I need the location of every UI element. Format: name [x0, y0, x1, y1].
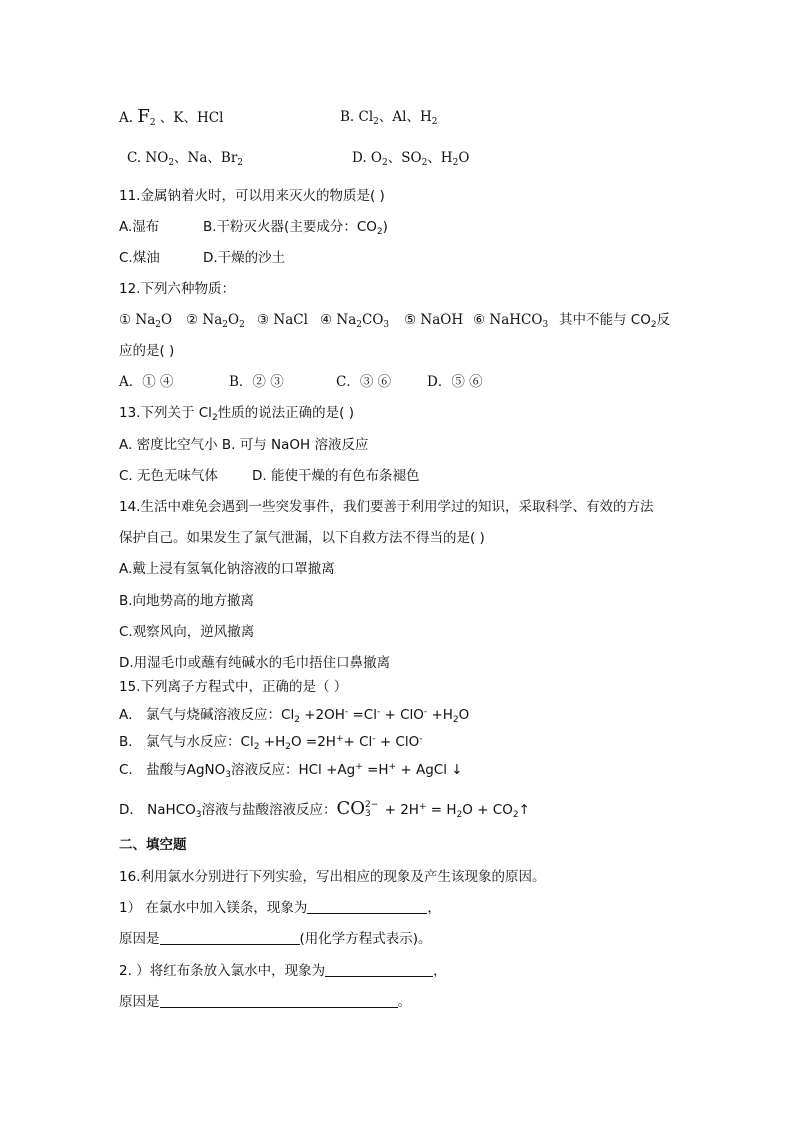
- q11-b-pre: B.干粉灭火器(主要成分：CO: [203, 219, 377, 235]
- q12-s6-sub: 3: [542, 320, 549, 330]
- q16-p2-reason-post: 。: [397, 994, 411, 1010]
- q11-option-a: A.湿布: [119, 219, 160, 235]
- q15-c-pre: C． 盐酸与AgNO: [119, 762, 226, 778]
- q15-option-b: [119, 733, 422, 751]
- q13-options-cd: [119, 467, 420, 485]
- q16-p1-reason-post: (用化学方程式表示)。: [299, 931, 432, 947]
- q10-c-mid: 、Na、Br: [174, 150, 238, 166]
- q12-s6: [473, 311, 548, 329]
- q15-a-sub2: 2: [452, 715, 459, 725]
- q14-option-c: C.观察风向，逆风撤离: [119, 624, 255, 640]
- q14-stem-line1: 14.生活中难免会遇到一些突发事件，我们要善于利用学过的知识，采取科学、有效的方法: [119, 499, 654, 515]
- q16-p1-pre: 1） 在氯水中加入镁条，现象为: [119, 900, 308, 916]
- q15-c-m2: =H: [362, 762, 389, 778]
- q15-b-m1: +H: [259, 734, 286, 750]
- q10-a-f: F: [137, 106, 150, 127]
- q15-d-sub: 3: [195, 810, 202, 820]
- q12-tail-sub: 2: [650, 320, 657, 330]
- q16-p2-post: ，: [433, 963, 447, 979]
- q12-tail-pre: 其中不能与 CO: [559, 312, 651, 328]
- q16-p2-pre: 2. ）将红布条放入氯水中，现象为: [119, 963, 326, 979]
- q15-d-co-sub: 3: [365, 809, 371, 819]
- q13-stem-pre: 13.下列关于 Cl: [119, 405, 212, 421]
- q15-d-m3: = H: [426, 802, 457, 818]
- q13-option-d: D. 能使干燥的有色布条褪色: [252, 468, 420, 484]
- q15-c-sub: 3: [225, 770, 231, 780]
- q12-s4-text: ④ Na: [320, 312, 357, 328]
- q12-s4: [320, 311, 389, 329]
- q15-a-sup3: -: [423, 707, 428, 717]
- q12-s2-mid: O: [228, 312, 240, 328]
- q16-p2-reason-pre: 原因是: [119, 994, 160, 1010]
- q10-c-label: C. NO: [127, 150, 169, 166]
- q12-s1: [119, 312, 172, 328]
- q15-a-sup2: -: [376, 707, 381, 717]
- q15-d-pre: D． NaHCO: [119, 802, 196, 818]
- q10-d-o: O: [458, 150, 470, 166]
- q15-b-sup1: +: [335, 734, 344, 744]
- q10-option-b: [340, 108, 437, 126]
- q12-option-a: A．① ④: [119, 374, 174, 390]
- q11-b-post: ): [382, 219, 388, 235]
- q12-s6-text: ⑥ NaHCO: [473, 312, 543, 328]
- q15-a-m3: + ClO: [380, 707, 424, 723]
- q15-c-m3: + AgCl ↓: [396, 762, 463, 778]
- q12-option-d: D．⑤ ⑥: [427, 374, 483, 390]
- q15-d-co: CO: [336, 798, 366, 819]
- q15-b-m4: + ClO: [375, 734, 420, 750]
- q10-options-ab: [119, 106, 438, 128]
- q12-options: [119, 373, 483, 391]
- q13-stem-post: 性质的说法正确的是( ): [217, 405, 355, 421]
- q10-d-h: 、H: [427, 150, 453, 166]
- q14-option-a: A.戴上浸有氢氧化钠溶液的口罩撤离: [119, 561, 335, 577]
- q16-p1-reason-pre: 原因是: [119, 931, 160, 947]
- q11-options-ab: [119, 218, 388, 237]
- q15-a-m4: +H: [427, 707, 453, 723]
- q10-a-label: A.: [119, 110, 134, 126]
- q12-substances: [119, 311, 671, 330]
- q16-p1-post: ，: [427, 900, 441, 916]
- q15-d-end: ↑: [518, 802, 530, 818]
- q16-part1: [119, 899, 441, 917]
- q10-option-c: [127, 150, 243, 166]
- q10-d-sub2: 2: [421, 158, 428, 168]
- q16-p1-reason-blank[interactable]: [160, 930, 300, 945]
- q15-a-pre: A． 氯气与烧碱溶液反应：Cl: [119, 707, 295, 723]
- q11-option-b: [203, 218, 388, 236]
- q15-option-c: [119, 761, 463, 779]
- q15-b-sup3: -: [419, 734, 423, 744]
- q15-stem: 15.下列离子方程式中，正确的是（ ）: [119, 679, 348, 695]
- q14-option-b: B.向地势高的地方撤离: [119, 593, 255, 609]
- q15-b-sub: 2: [253, 742, 260, 752]
- q10-d-sub3: 2: [452, 158, 459, 168]
- q12-option-b: B．② ③: [229, 374, 284, 390]
- q10-b-label: B. Cl: [340, 109, 374, 125]
- q15-d-ionscript: [365, 801, 378, 819]
- q10-option-a: [119, 106, 224, 128]
- q15-option-d: [119, 800, 530, 819]
- q15-a-m1: +2OH: [299, 707, 345, 723]
- q10-options-cd: [127, 149, 470, 168]
- q12-s2: [186, 311, 245, 329]
- q10-b-mid: 、Al、H: [378, 109, 432, 125]
- q15-d-sup1: +: [418, 802, 427, 812]
- q12-s2-sub1: 2: [222, 320, 228, 330]
- q12-s4-post: CO: [362, 312, 384, 328]
- q12-s1-sub: 2: [155, 320, 161, 330]
- q10-c-sub1: 2: [168, 158, 175, 168]
- q16-p2-blank[interactable]: [325, 962, 433, 977]
- q10-a-rest: 、K、HCl: [159, 110, 224, 126]
- q12-s4-sub: 2: [356, 320, 362, 330]
- q13-stem: [119, 404, 354, 422]
- q13-stem-sub: 2: [211, 413, 218, 423]
- q12-s5: ⑤ NaOH: [404, 312, 464, 328]
- q15-d-m2: + 2H: [380, 802, 419, 818]
- q15-d-co-sup: 2−: [365, 800, 379, 810]
- q12-option-c: C．③ ⑥: [336, 374, 392, 390]
- q14-option-d: D.用湿毛巾或蘸有纯碱水的毛巾捂住口鼻撤离: [119, 655, 391, 671]
- q15-d-m4: O + CO: [462, 802, 513, 818]
- q10-c-sub2: 2: [237, 158, 244, 168]
- q11-stem: 11.金属钠着火时，可以用来灭火的物质是( ): [119, 188, 385, 204]
- q16-p2-reason-blank[interactable]: [160, 993, 398, 1008]
- q11-option-d: D.干燥的沙土: [203, 250, 286, 266]
- q15-d-sub2: 2: [456, 810, 463, 820]
- q15-b-pre: B． 氯气与水反应：Cl: [119, 734, 254, 750]
- q15-c-sup1: +: [355, 762, 363, 772]
- q15-b-sup2: -: [372, 734, 376, 744]
- q12-s2-text: ② Na: [186, 312, 223, 328]
- q12-s1-text: ① Na: [119, 312, 156, 328]
- q15-a-m2: =Cl: [348, 707, 377, 723]
- q10-option-d: [352, 149, 469, 167]
- q12-s4-sub2: 3: [383, 320, 390, 330]
- q12-stem-line2: 应的是( ): [119, 343, 175, 359]
- q10-b-sub1: 2: [373, 117, 379, 127]
- q15-b-sub2: 2: [285, 742, 291, 752]
- q11-options-cd: [119, 249, 286, 267]
- q12-s1-post: O: [161, 312, 173, 328]
- q12-tail: [559, 311, 670, 329]
- q11-option-c: C.煤油: [119, 250, 160, 266]
- section-title: 二、填空题: [119, 837, 187, 853]
- q16-part2: [119, 962, 447, 980]
- q16-p1-blank[interactable]: [307, 899, 427, 914]
- q15-d-m1: 溶液与盐酸溶液反应：: [201, 802, 337, 818]
- q12-tail-post: 反: [656, 312, 671, 328]
- q14-stem-line2: 保护自己。如果发生了氯气泄漏，以下自救方法不得当的是( ): [119, 530, 485, 546]
- q10-d-label: D. O: [352, 150, 382, 166]
- q15-d-sub3: 2: [512, 810, 519, 820]
- q15-c-m1: 溶液反应：HCl +Ag: [230, 762, 356, 778]
- q16-part1-reason: [119, 930, 432, 948]
- q15-b-m2: O =2H: [290, 734, 336, 750]
- q16-part2-reason: [119, 993, 411, 1011]
- q10-b-sub2: 2: [431, 117, 438, 127]
- q15-option-a: [119, 706, 469, 724]
- q10-d-so: 、SO: [387, 150, 422, 166]
- q12-s2-sub2: 2: [239, 320, 245, 330]
- q10-a-f-sub: 2: [149, 118, 156, 128]
- q15-c-sup2: +: [388, 762, 397, 772]
- q11-b-sub: 2: [376, 227, 383, 237]
- q15-b-m3: + Cl: [343, 734, 373, 750]
- q10-d-sub1: 2: [382, 158, 388, 168]
- q16-stem: 16.利用氯水分别进行下列实验，写出相应的现象及产生该现象的原因。: [119, 869, 546, 885]
- q13-options-ab: A. 密度比空气小 B. 可与 NaOH 溶液反应: [119, 437, 369, 453]
- q13-option-c: C. 无色无味气体: [119, 468, 219, 484]
- q15-a-sub: 2: [294, 715, 300, 725]
- q12-stem: 12.下列六种物质：: [119, 281, 235, 297]
- q12-s3: ③ NaCl: [257, 312, 308, 328]
- q15-a-end: O: [458, 707, 470, 723]
- q15-a-sup1: -: [344, 707, 349, 717]
